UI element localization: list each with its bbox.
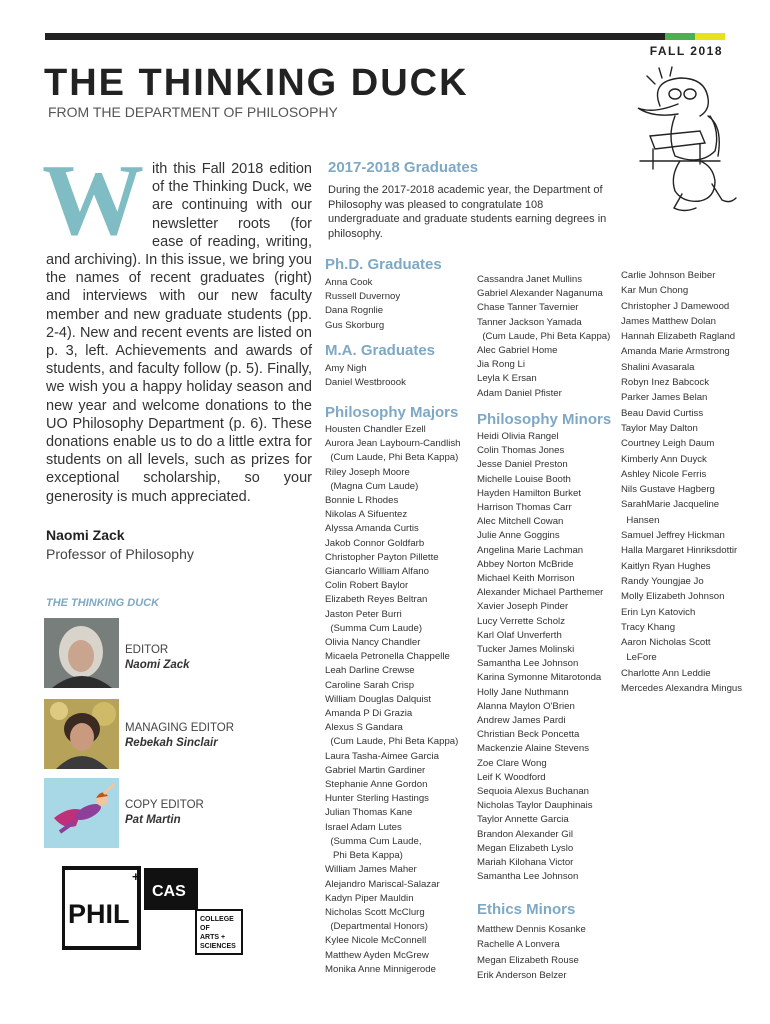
svg-text:OF: OF [200, 925, 210, 932]
list-item: Christopher Payton Pillette [325, 551, 439, 563]
list-item: Alejandro Mariscal-Salazar [325, 878, 440, 890]
list-item: William James Maher [325, 864, 417, 876]
list-item: Tracy Khang [621, 621, 676, 633]
list-item: Randy Youngjae Jo [621, 575, 704, 587]
phil-cas-logo [62, 866, 262, 966]
drop-cap: W [42, 144, 144, 257]
list-item: Mercedes Alexandra Mingus [621, 683, 743, 695]
list-item: Amanda Marie Armstrong [621, 346, 730, 358]
issue-label: FALL 2018 [649, 44, 723, 58]
list-item: Gabriel Alexander Naganuma [477, 288, 603, 300]
list-item: Tucker James Molinski [477, 644, 575, 656]
staff-role-copy-editor: COPY EDITOR [125, 799, 204, 811]
list-item: Tanner Jackson Yamada [477, 316, 582, 328]
ethics-title: Ethics Minors [477, 901, 576, 918]
list-item: Stephanie Anne Gordon [325, 779, 428, 791]
list-item: Beau David Curtiss [621, 407, 704, 419]
list-item: Megan Elizabeth Rouse [477, 954, 579, 966]
list-item: Courtney Leigh Daum [621, 438, 715, 450]
majors-list-col1 [325, 423, 460, 977]
list-item: Bonnie L Rhodes [325, 495, 399, 507]
ethics-list [477, 922, 586, 984]
list-item: Riley Joseph Moore [325, 466, 410, 478]
list-item: (Cum Laude, Phi Beta Kappa) [325, 452, 459, 464]
list-item: Samuel Jeffrey Hickman [621, 530, 725, 542]
department-subtitle: FROM THE DEPARTMENT OF PHILOSOPHY [48, 104, 338, 120]
list-item: Mackenzie Alaine Stevens [477, 743, 589, 755]
list-item: Taylor Annette Garcia [477, 814, 569, 826]
list-item: Heidi Olivia Rangel [477, 431, 559, 442]
list-item: James Matthew Dolan [621, 315, 716, 327]
list-item: Elizabeth Reyes Beltran [325, 594, 428, 606]
list-item: Carlie Johnson Beiber [621, 270, 716, 281]
list-item: Michael Keith Morrison [477, 573, 575, 585]
list-item: Shalini Avasarala [621, 361, 695, 373]
list-item: Alexus S Gandara [325, 722, 403, 734]
list-item: Olivia Nancy Chandler [325, 637, 421, 649]
list-item: Matthew Dennis Kosanke [477, 924, 586, 935]
staff-heading: THE THINKING DUCK [46, 597, 160, 609]
list-item: Russell Duvernoy [325, 291, 401, 303]
phd-list [325, 276, 400, 333]
list-item: (Magna Cum Laude) [325, 480, 419, 492]
list-item: Jaston Peter Burri [325, 608, 402, 620]
list-item: Gus Skorburg [325, 319, 385, 331]
list-item: Christopher J Damewood [621, 300, 730, 312]
duck-mascot-illustration [620, 66, 745, 216]
header-rule [45, 33, 725, 40]
list-item: Gabriel Martin Gardiner [325, 764, 426, 776]
list-item: Karina Symonne Mitarotonda [477, 672, 602, 684]
list-item: Hunter Sterling Hastings [325, 793, 429, 805]
list-item: Ashley Nicole Ferris [621, 468, 707, 480]
list-item: Hannah Elizabeth Ragland [621, 331, 736, 343]
list-item: Parker James Belan [621, 392, 708, 404]
list-item: Kaitlyn Ryan Hughes [621, 560, 711, 572]
intro-letter [42, 144, 312, 506]
list-item: Andrew James Pardi [477, 715, 566, 727]
list-item: Alec Gabriel Home [477, 345, 558, 357]
phd-title: Ph.D. Graduates [325, 256, 442, 273]
list-item: Julie Anne Goggins [477, 530, 560, 542]
list-item: Hansen [621, 514, 660, 526]
list-item: Robyn Inez Babcock [621, 377, 709, 389]
list-item: Aaron Nicholas Scott [621, 637, 711, 649]
list-item: (Cum Laude, Phi Beta Kappa) [325, 736, 459, 748]
letter-signer: Naomi Zack [46, 527, 125, 543]
majors-title: Philosophy Majors [325, 404, 459, 421]
list-item: Leah Darline Crewse [325, 665, 415, 677]
list-item: Erik Anderson Belzer [477, 970, 567, 982]
list-item: Christian Beck Poncetta [477, 729, 580, 741]
svg-text:COLLEGE: COLLEGE [200, 916, 234, 923]
staff-name-managing-editor: Rebekah Sinclair [125, 737, 218, 749]
list-item: Samantha Lee Johnson [477, 871, 579, 883]
list-item: Holly Jane Nuthmann [477, 686, 569, 698]
list-item: (Departmental Honors) [325, 921, 428, 933]
list-item: Jia Rong Li [477, 359, 525, 371]
list-item: Halla Margaret Hinriksdottir [621, 545, 738, 557]
list-item: Housten Chandler Ezell [325, 424, 426, 435]
letter-signer-title: Professor of Philosophy [46, 546, 194, 562]
list-item: Xavier Joseph Pinder [477, 601, 569, 613]
list-item: Alyssa Amanda Curtis [325, 523, 419, 535]
editor-photo [44, 618, 119, 688]
list-item: Chase Tanner Tavernier [477, 302, 579, 314]
list-item: Dana Rognlie [325, 305, 384, 317]
minors-list-col3 [621, 268, 742, 696]
list-item: Micaela Petronella Chappelle [325, 651, 450, 663]
ma-title: M.A. Graduates [325, 342, 436, 359]
copy-editor-superhero-illustration [44, 778, 119, 848]
managing-editor-photo [44, 699, 119, 769]
list-item: Brandon Alexander Gil [477, 828, 573, 840]
yellow-accent-bar [695, 33, 725, 40]
newsletter-title: THE THINKING DUCK [44, 62, 469, 104]
list-item: Amanda P Di Grazia [325, 708, 413, 720]
list-item: Lucy Verrette Scholz [477, 615, 565, 627]
list-item: Adam Daniel Pfister [477, 387, 562, 399]
list-item: Matthew Ayden McGrew [325, 949, 429, 961]
list-item: Mariah Kilohana Victor [477, 857, 574, 869]
list-item: Amy Nigh [325, 363, 367, 374]
list-item: SarahMarie Jacqueline [621, 499, 720, 511]
staff-role-editor: EDITOR [125, 644, 169, 656]
list-item: Rachelle A Lonvera [477, 939, 560, 951]
list-item: Charlotte Ann Leddie [621, 667, 711, 679]
list-item: Nils Gustave Hagberg [621, 484, 715, 496]
list-item: Laura Tasha-Aimee Garcia [325, 750, 439, 762]
list-item: Kadyn Piper Mauldin [325, 892, 414, 904]
list-item: Colin Thomas Jones [477, 445, 565, 457]
list-item: Harrison Thomas Carr [477, 502, 572, 514]
list-item: (Summa Cum Laude) [325, 622, 423, 634]
svg-text:PHIL: PHIL [68, 899, 130, 929]
list-item: Jakob Connor Goldfarb [325, 537, 425, 549]
list-item: William Douglas Dalquist [325, 693, 432, 705]
list-item: Leyla K Ersan [477, 373, 537, 385]
list-item: Anna Cook [325, 277, 373, 288]
list-item: Phi Beta Kappa) [325, 850, 403, 862]
svg-text:+: + [132, 869, 140, 884]
graduates-title: 2017-2018 Graduates [328, 159, 479, 176]
graduates-intro: During the 2017-2018 academic year, the Department of Philosophy was pleased to congratulate 108 undergraduate and graduate students earning degrees in philosophy. [328, 184, 607, 240]
list-item: Monika Anne Minnigerode [325, 963, 436, 975]
list-item: Leif K Woodford [477, 771, 546, 783]
intro-text: ith this Fall 2018 edition of the Thinking Duck, we are continuing with our newsletter roots (for ease of reading, writing, and archiving). In this issue, we bring you the names of recent graduates (right) and interviews with our new faculty member and new graduate students (pp. 2-4). New and recent events are listed on p. 3, left. Achievements and awards of students, and faculty follow (p. 5). Finally, we wish you a happy holiday season and new year and welcome donations to the UO Philosophy Department (p. 6). These donations enable us to do a little extra for students on all levels, such as prizes for exceptional scholarship, so your generosity is much appreciated. [46, 161, 312, 505]
list-item: Jesse Daniel Preston [477, 459, 568, 471]
list-item: (Cum Laude, Phi Beta Kappa) [477, 330, 611, 342]
list-item: Alexander Michael Parthemer [477, 587, 604, 599]
svg-text:CAS: CAS [152, 883, 186, 900]
list-item: Megan Elizabeth Lyslo [477, 842, 574, 854]
staff-name-editor: Naomi Zack [125, 659, 190, 671]
green-accent-bar [665, 33, 695, 40]
list-item: Angelina Marie Lachman [477, 544, 584, 556]
list-item: Nikolas A Sifuentez [325, 509, 408, 521]
list-item: Cassandra Janet Mullins [477, 274, 583, 285]
list-item: Samantha Lee Johnson [477, 658, 579, 670]
list-item: Hayden Hamilton Burket [477, 487, 581, 499]
list-item: Michelle Louise Booth [477, 473, 571, 485]
list-item: Caroline Sarah Crisp [325, 679, 415, 691]
list-item: Israel Adam Lutes [325, 821, 402, 833]
list-item: Karl Olaf Unverferth [477, 629, 562, 641]
svg-text:ARTS +: ARTS + [200, 934, 226, 941]
list-item: Nicholas Scott McClurg [325, 906, 425, 918]
staff-role-managing-editor: MANAGING EDITOR [125, 722, 235, 734]
list-item: Aurora Jean Laybourn-Candlish [325, 438, 461, 450]
list-item: Colin Robert Baylor [325, 580, 409, 592]
list-item: Erin Lyn Katovich [621, 606, 696, 618]
list-item: LeFore [621, 652, 657, 664]
list-item: Sequoia Alexus Buchanan [477, 786, 590, 798]
list-item: Zoe Clare Wong [477, 757, 547, 769]
list-item: Daniel Westbroook [325, 377, 406, 389]
list-item: Julian Thomas Kane [325, 807, 413, 819]
minors-title: Philosophy Minors [477, 411, 612, 428]
list-item: Kar Mun Chong [621, 285, 689, 297]
svg-text:SCIENCES: SCIENCES [200, 943, 236, 950]
list-item: Kylee Nicole McConnell [325, 935, 427, 947]
list-item: Kimberly Ann Duyck [621, 453, 707, 465]
ma-list [325, 362, 406, 390]
staff-name-copy-editor: Pat Martin [125, 814, 181, 826]
minors-list-col2 [477, 430, 603, 885]
list-item: (Summa Cum Laude, [325, 835, 422, 847]
list-item: Giancarlo William Alfano [325, 566, 429, 578]
list-item: Alec Mitchell Cowan [477, 516, 564, 528]
list-item: Abbey Norton McBride [477, 558, 574, 570]
list-item: Nicholas Taylor Dauphinais [477, 800, 593, 812]
majors-list-col2 [477, 273, 610, 401]
list-item: Alanna Maylon O'Brien [477, 700, 575, 712]
list-item: Taylor May Dalton [621, 422, 698, 434]
list-item: Molly Elizabeth Johnson [621, 591, 725, 603]
